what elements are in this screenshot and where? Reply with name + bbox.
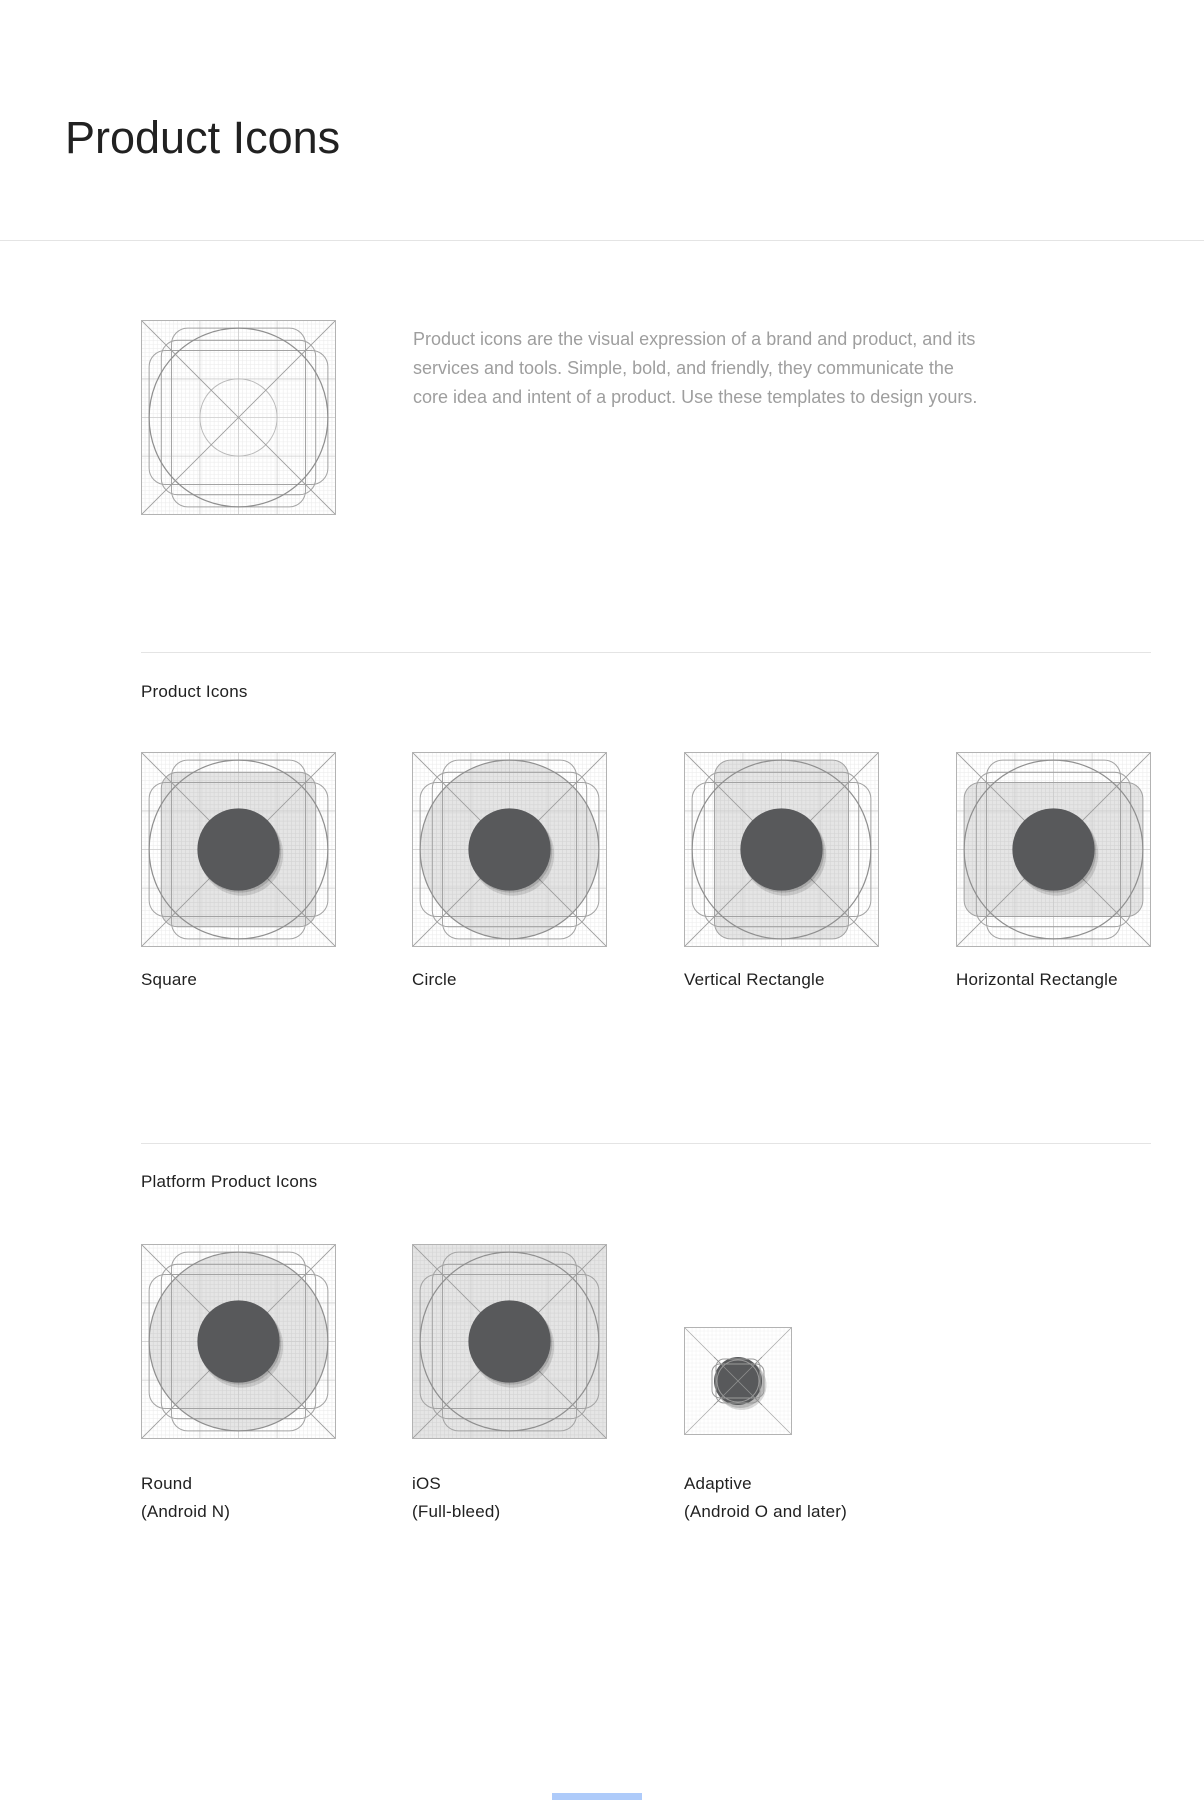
label-line: Adaptive	[684, 1474, 752, 1493]
icon-label-horizontal-rectangle: Horizontal Rectangle	[956, 970, 1118, 989]
intro-line: core idea and intent of a product. Use these templates to design yours.	[413, 387, 978, 407]
label-line: iOS	[412, 1474, 441, 1493]
icon-label-square: Square	[141, 970, 198, 989]
icon-label-vertical-rectangle: Vertical Rectangle	[684, 970, 825, 989]
icon-label-round	[141, 1470, 230, 1526]
sublabel-line: (Android N)	[141, 1502, 231, 1521]
next-content-fragment	[552, 1793, 642, 1800]
page-title: Product Icons	[65, 112, 341, 163]
sublabel-line: (Full-bleed)	[412, 1502, 501, 1521]
ios-template-image	[412, 1244, 607, 1439]
intro-text	[413, 325, 977, 412]
keyline-grid-template-image	[141, 320, 336, 515]
circle-template-image	[412, 752, 607, 947]
intro-line: Product icons are the visual expression of a brand and product, and its	[413, 329, 976, 349]
icon-label-ios	[412, 1470, 500, 1526]
sublabel-line: (Android O and later)	[684, 1502, 847, 1521]
horizontal-rectangle-template-image	[956, 752, 1151, 947]
icon-label-adaptive	[684, 1470, 847, 1526]
adaptive-template-image	[684, 1327, 792, 1435]
intro-line: services and tools. Simple, bold, and friendly, they communicate the	[413, 358, 954, 378]
vertical-rectangle-template-image	[684, 752, 879, 947]
square-template-image	[141, 752, 336, 947]
icon-label-circle: Circle	[412, 970, 457, 989]
section-heading-platform-product-icons: Platform Product Icons	[141, 1172, 318, 1191]
section-heading-product-icons: Product Icons	[141, 682, 248, 701]
round-template-image	[141, 1244, 336, 1439]
divider	[141, 652, 1151, 653]
divider	[141, 1143, 1151, 1144]
label-line: Round	[141, 1474, 193, 1493]
divider	[0, 240, 1204, 241]
